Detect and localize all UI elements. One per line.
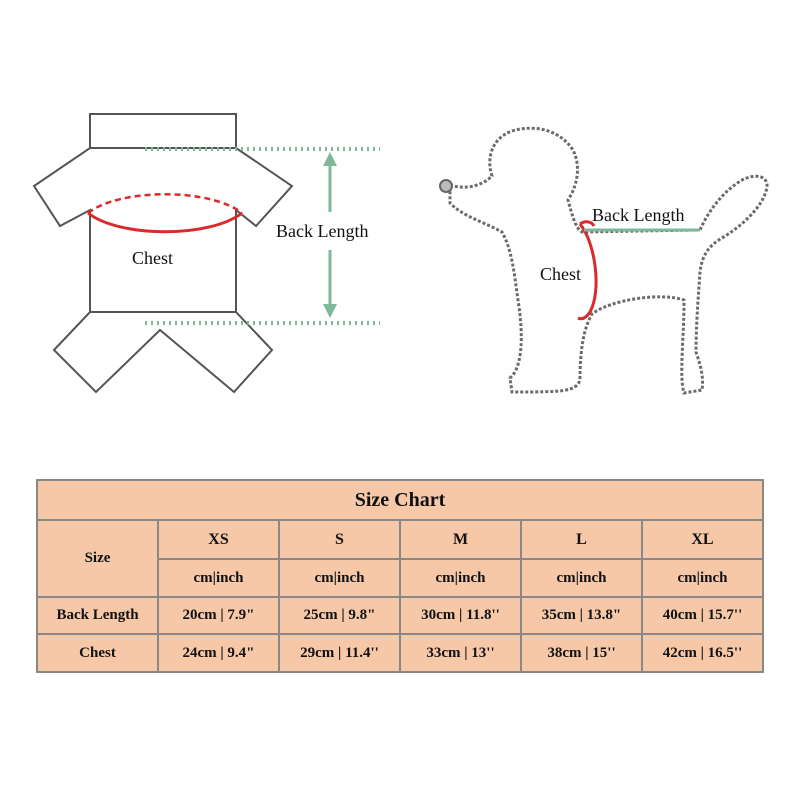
table-row-chest	[37, 634, 763, 672]
unit-label: cm|inch	[521, 559, 642, 597]
size-xs: XS	[158, 520, 279, 559]
cell-back-length-xs: 20cm | 7.9"	[158, 597, 279, 635]
table-row-back-length	[37, 597, 763, 635]
unit-label: cm|inch	[400, 559, 521, 597]
dog-outline	[440, 128, 767, 393]
size-chart	[36, 479, 764, 673]
cell-chest-s: 29cm | 11.4''	[279, 634, 400, 672]
cell-chest-xl: 42cm | 16.5''	[642, 634, 763, 672]
dog-chest-label: Chest	[540, 264, 582, 284]
cell-back-length-s: 25cm | 9.8"	[279, 597, 400, 635]
table-title-row	[37, 480, 763, 520]
row-label-chest: Chest	[37, 634, 158, 672]
size-s: S	[279, 520, 400, 559]
cell-back-length-l: 35cm | 13.8"	[521, 597, 642, 635]
size-chart-title: Size Chart	[37, 480, 763, 520]
shirt-collar	[90, 114, 236, 148]
shirt-chest-label: Chest	[132, 248, 174, 268]
unit-label: cm|inch	[279, 559, 400, 597]
size-header: Size	[37, 520, 158, 597]
size-chart-table	[36, 479, 764, 673]
dog-body	[450, 128, 767, 393]
table-row-sizes	[37, 520, 763, 559]
cell-back-length-xl: 40cm | 15.7''	[642, 597, 763, 635]
shirt-back-length-label: Back Length	[276, 221, 369, 241]
dog-back-length-label: Back Length	[592, 205, 685, 225]
cell-chest-l: 38cm | 15''	[521, 634, 642, 672]
size-xl: XL	[642, 520, 763, 559]
cell-back-length-m: 30cm | 11.8''	[400, 597, 521, 635]
cell-chest-m: 33cm | 13''	[400, 634, 521, 672]
unit-label: cm|inch	[642, 559, 763, 597]
size-l: L	[521, 520, 642, 559]
shirt-body	[34, 148, 292, 312]
cell-chest-xs: 24cm | 9.4"	[158, 634, 279, 672]
size-m: M	[400, 520, 521, 559]
unit-label: cm|inch	[158, 559, 279, 597]
dog-nose-icon	[440, 180, 452, 192]
row-label-back-length: Back Length	[37, 597, 158, 635]
